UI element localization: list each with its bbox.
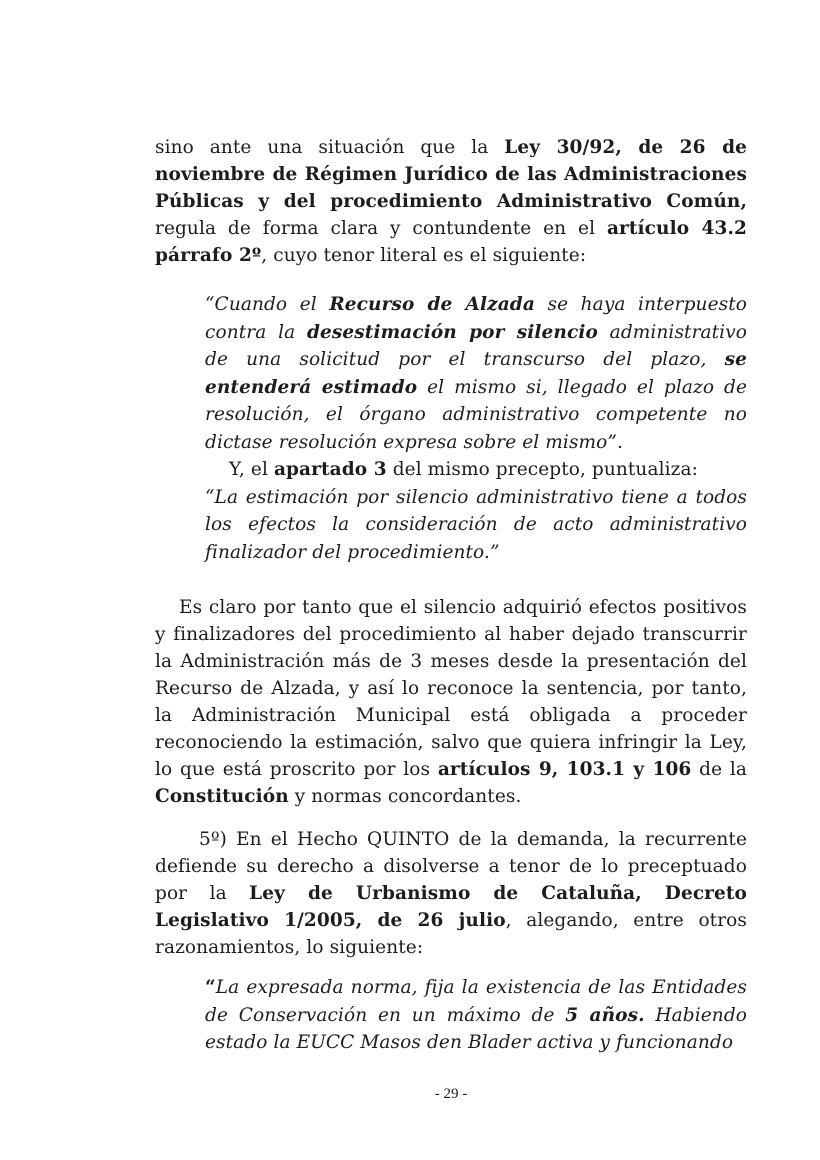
text-run: La expresada norma, fija la existencia de las Entidades de Conservación en un máximo de [205,977,747,1026]
quote-block [205,484,747,567]
paragraph [155,134,747,269]
text-run: Y, el [229,459,274,480]
text-run: Habiendo estado la EUCC Masos den Blader activa y funcionando [205,1004,747,1053]
text-run: “Cuando el [205,294,330,315]
text-column [155,134,747,1057]
text-run: se entenderá estimado [205,349,747,398]
text-run: Ley 30/92, de 26 de noviembre de Régimen Jurídico de las Administraciones Públicas y del procedimiento Administrativo Común, [155,137,747,212]
page-footer [155,1086,747,1103]
text-run: de la [691,759,747,780]
page-number: - 29 - [434,1086,468,1102]
text-run: 5º) En el Hecho QUINTO de la demanda, la recurrente defiende su derecho a disolverse a tenor de lo preceptuado por la [155,829,747,904]
paragraph [155,594,747,810]
text-run: , alegando, entre otros razonamientos, lo siguiente: [155,910,747,958]
text-run: sino ante una situación que la [155,137,505,158]
text-run: Ley de Urbanismo de Cataluña, Decreto Legislativo 1/2005, de 26 julio [155,883,747,931]
text-run: Recurso de Alzada [329,294,535,315]
text-run: Es claro por tanto que el silencio adquirió efectos positivos y finalizadores del procedimiento al haber dejado transcurrir la Administración más de 3 meses desde la presentación del Recurso de Alzada, y así lo reconoce la sentencia, por tanto, la Administración Municipal está obligada a proceder reconociendo la estimación, salvo que quiera infringir la Ley, lo que está proscrito por los [155,597,747,780]
text-run: artículos 9, 103.1 y 106 [437,759,692,780]
text-run: el mismo si, llegado el plazo de resolución, el órgano administrativo competente no dictase resolución expresa sobre el mismo”. [205,376,747,453]
text-run: “La estimación por silencio administrativo tiene a todos los efectos la consideración de acto administrativo finalizador del procedimiento.” [205,486,747,563]
text-run: del mismo precepto, puntualiza: [386,459,698,480]
text-run: administrativo de una solicitud por el transcurso del plazo, [205,321,747,370]
text-run: se haya interpuesto contra la [205,294,747,343]
quote-block [205,974,747,1057]
text-run: regula de forma clara y contundente en el [155,218,607,239]
text-run: desestimación por silencio [307,321,598,343]
text-run: artículo 43.2 párrafo 2º [155,218,748,266]
text-run: “ [205,977,216,998]
text-run: y normas concordantes. [288,786,522,807]
text-run: 5 años. [565,1004,645,1026]
paragraph [155,826,747,961]
text-run: Constitución [155,786,289,807]
quote-block [205,291,747,456]
text-run: apartado 3 [273,459,387,480]
text-run: , cuyo tenor literal es el siguiente: [261,245,587,266]
quote-block [205,456,747,484]
